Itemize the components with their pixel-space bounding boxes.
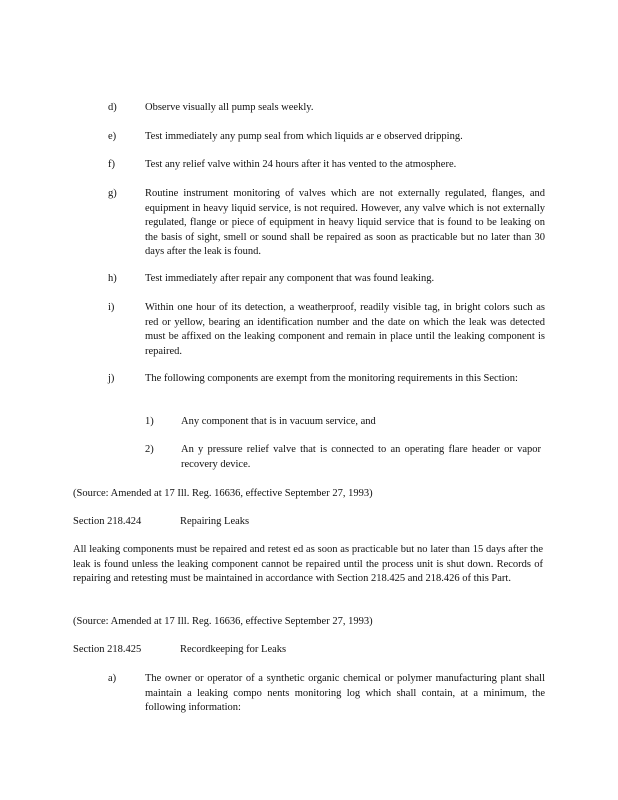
item-text: The owner or operator of a synthetic organic chemical or polymer manufacturing plant shall maintain a leaking compo nents monitoring log which shall contain, at a minimum, the following information: [145,673,545,713]
item-label: d) [108,102,117,113]
section-number: Section 218.425 [73,644,142,655]
source-note: (Source: Amended at 17 Ill. Reg. 16636, effective September 27, 1993) [73,488,373,499]
section-heading-218-424 [73,515,249,530]
item-label: a) [108,673,117,684]
section-number: Section 218.424 [73,516,142,527]
item-text: Within one hour of its detection, a weatherproof, readily visible tag, in bright colors such as red or yellow, bearing an identification number and the date on which the leak was detected must be affixed on the leaking component and remain in place until the leaking component is repaired. [145,302,545,357]
section-title: Recordkeeping for Leaks [180,644,287,655]
subitem-text: Any component that is in vacuum service, and [181,416,376,427]
item-text: Test immediately any pump seal from which liquids ar e observed dripping. [145,131,463,142]
source-note: (Source: Amended at 17 Ill. Reg. 16636, effective September 27, 1993) [73,616,373,627]
subitem-text: An y pressure relief valve that is connected to an operating flare header or vapor recovery device. [181,444,541,470]
item-label: f) [108,159,115,170]
section-title: Repairing Leaks [180,516,250,527]
subitem-label: 2) [145,444,154,455]
item-text: The following components are exempt from the monitoring requirements in this Section: [145,373,518,384]
item-text: Observe visually all pump seals weekly. [145,102,314,113]
item-label: h) [108,273,117,284]
item-label: g) [108,188,117,199]
item-text: Test any relief valve within 24 hours after it has vented to the atmosphere. [145,159,457,170]
item-label: i) [108,302,115,313]
section-heading-218-425 [73,643,286,658]
subitem-label: 1) [145,416,154,427]
item-text: Routine instrument monitoring of valves which are not externally regulated, flanges, and equipment in heavy liquid service, is not required. However, any valve which is not externally regulated, flange or piece of equipment in heavy liquid service that is found to be leaking on the basis of sight, smell or sound shall be repaired as soon as practicable but no later than 30 days after the leak is found. [145,188,545,257]
item-label: j) [108,373,115,384]
item-text: Test immediately after repair any component that was found leaking. [145,273,435,284]
section-paragraph: All leaking components must be repaired and retest ed as soon as practicable but no later than 15 days after the leak is found unless the leaking component cannot be repaired until the process unit is shut down. Records of repairing and retesting must be maintained in accordance with Section 218.425 and 218.426 of this Part. [73,544,543,584]
item-label: e) [108,131,117,142]
